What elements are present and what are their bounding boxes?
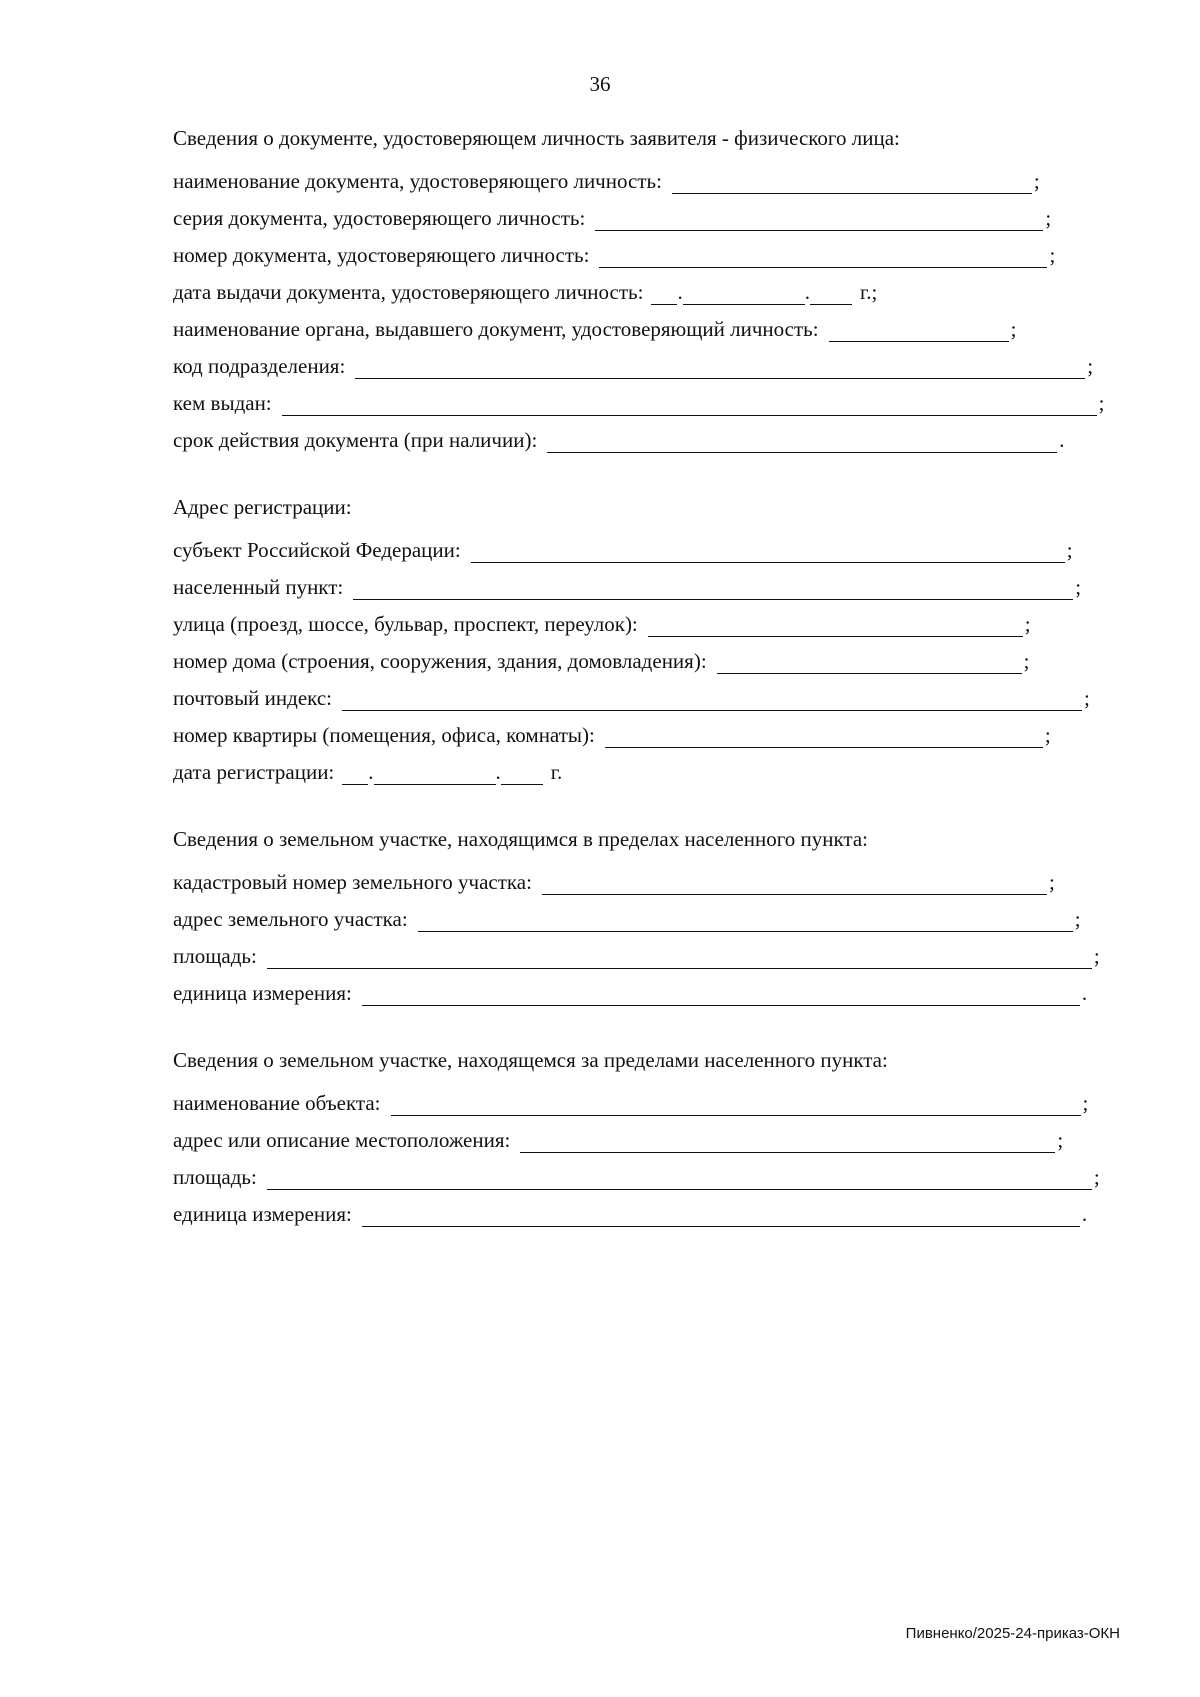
form-body xyxy=(173,120,1123,1227)
issuer-field[interactable] xyxy=(829,318,1009,342)
semicolon: ; xyxy=(1045,206,1052,230)
registration-address-section xyxy=(173,489,1123,785)
registration-date-row xyxy=(173,748,1123,785)
house-label: номер дома (строения, сооружения, здания, домовладения): xyxy=(173,649,707,673)
land-area-field[interactable] xyxy=(267,945,1092,969)
house-row xyxy=(173,637,1123,674)
apartment-row xyxy=(173,711,1123,748)
location-row xyxy=(173,1116,1123,1153)
semicolon: ; xyxy=(1084,686,1090,710)
location-field[interactable] xyxy=(520,1129,1055,1153)
outside-area-field[interactable] xyxy=(267,1166,1092,1190)
doc-number-row xyxy=(173,231,1123,268)
semicolon: ; xyxy=(1033,169,1040,193)
outside-area-row xyxy=(173,1153,1123,1190)
locality-row xyxy=(173,563,1123,600)
issuer-row xyxy=(173,305,1123,342)
doc-number-field[interactable] xyxy=(599,244,1047,268)
street-field[interactable] xyxy=(648,613,1023,637)
issue-date-row xyxy=(173,268,1123,305)
identity-document-heading: Сведения о документе, удостоверяющем личность заявителя - физического лица: xyxy=(173,126,900,150)
land-inside-heading: Сведения о земельном участке, находящимся в пределах населенного пункта: xyxy=(173,827,869,851)
land-address-row xyxy=(173,895,1123,932)
apartment-field[interactable] xyxy=(605,724,1043,748)
period: . xyxy=(1081,981,1088,1005)
semicolon: ; xyxy=(1049,243,1056,267)
object-name-label: наименование объекта: xyxy=(173,1091,381,1115)
date-dot: . xyxy=(677,280,683,304)
locality-field[interactable] xyxy=(353,576,1073,600)
cadastral-number-row xyxy=(173,858,1123,895)
doc-series-row xyxy=(173,194,1123,231)
issued-by-label: кем выдан: xyxy=(173,391,272,415)
registration-date-field[interactable] xyxy=(342,760,562,785)
street-row xyxy=(173,600,1123,637)
postal-code-field[interactable] xyxy=(342,687,1082,711)
land-address-label: адрес земельного участка: xyxy=(173,907,408,931)
month-blank[interactable] xyxy=(683,281,805,305)
issue-date-field[interactable] xyxy=(651,280,877,305)
date-dot: . xyxy=(804,280,810,304)
semicolon: ; xyxy=(1093,1165,1100,1189)
subject-row xyxy=(173,526,1123,563)
semicolon: ; xyxy=(1093,944,1100,968)
doc-number-label: номер документа, удостоверяющего личность: xyxy=(173,243,590,267)
object-name-row xyxy=(173,1079,1123,1116)
doc-name-label: наименование документа, удостоверяющего личность: xyxy=(173,169,662,193)
validity-label: срок действия документа (при наличии): xyxy=(173,428,538,452)
identity-document-section xyxy=(173,120,1123,453)
validity-row xyxy=(173,416,1123,453)
street-label: улица (проезд, шоссе, бульвар, проспект, переулок): xyxy=(173,612,638,636)
issued-by-row xyxy=(173,379,1123,416)
day-blank[interactable] xyxy=(651,281,677,305)
period: . xyxy=(1081,1202,1088,1226)
registration-address-heading: Адрес регистрации: xyxy=(173,495,352,519)
division-code-label: код подразделения: xyxy=(173,354,346,378)
doc-name-row xyxy=(173,157,1123,194)
subject-field[interactable] xyxy=(471,539,1065,563)
doc-series-label: серия документа, удостоверяющего личность: xyxy=(173,206,586,230)
apartment-label: номер квартиры (помещения, офиса, комнаты): xyxy=(173,723,595,747)
land-area-row xyxy=(173,932,1123,969)
division-code-field[interactable] xyxy=(355,355,1085,379)
page-number: 36 xyxy=(589,72,611,96)
semicolon: ; xyxy=(1023,649,1030,673)
postal-code-label: почтовый индекс: xyxy=(173,686,332,710)
land-unit-row xyxy=(173,969,1123,1006)
issuer-label: наименование органа, выдавшего документ, удостоверяющий личность: xyxy=(173,317,819,341)
division-code-row xyxy=(173,342,1123,379)
semicolon: ; xyxy=(1057,1128,1064,1152)
semicolon: ; xyxy=(1066,538,1073,562)
doc-name-field[interactable] xyxy=(672,170,1032,194)
outside-area-label: площадь: xyxy=(173,1165,257,1189)
land-inside-section xyxy=(173,821,1123,1006)
semicolon: ; xyxy=(1075,575,1082,599)
year-blank[interactable] xyxy=(810,281,852,305)
doc-series-field[interactable] xyxy=(595,207,1043,231)
cadastral-number-field[interactable] xyxy=(542,871,1047,895)
validity-field[interactable] xyxy=(547,429,1057,453)
semicolon: ; xyxy=(1098,391,1105,415)
semicolon: ; xyxy=(1010,317,1017,341)
house-field[interactable] xyxy=(717,650,1022,674)
document-code: Пивненко/2025-24-приказ-ОКН xyxy=(905,1625,1120,1642)
semicolon: ; xyxy=(1082,1091,1089,1115)
year-suffix: г. xyxy=(550,760,563,784)
year-suffix: г.; xyxy=(859,280,878,304)
cadastral-number-label: кадастровый номер земельного участка: xyxy=(173,870,532,894)
land-area-label: площадь: xyxy=(173,944,257,968)
object-name-field[interactable] xyxy=(391,1092,1081,1116)
date-dot: . xyxy=(368,760,374,784)
registration-date-label: дата регистрации: xyxy=(173,760,335,784)
semicolon: ; xyxy=(1044,723,1051,747)
land-address-field[interactable] xyxy=(418,908,1073,932)
day-blank[interactable] xyxy=(342,761,368,785)
land-unit-field[interactable] xyxy=(362,982,1080,1006)
semicolon: ; xyxy=(1074,907,1081,931)
period: . xyxy=(1059,428,1065,452)
location-label: адрес или описание местоположения: xyxy=(173,1128,511,1152)
semicolon: ; xyxy=(1048,870,1055,894)
postal-code-row xyxy=(173,674,1123,711)
year-blank[interactable] xyxy=(501,761,543,785)
land-outside-heading: Сведения о земельном участке, находящемся за пределами населенного пункта: xyxy=(173,1048,888,1072)
date-dot: . xyxy=(495,760,501,784)
semicolon: ; xyxy=(1087,354,1094,378)
outside-unit-field[interactable] xyxy=(362,1203,1080,1227)
land-unit-label: единица измерения: xyxy=(173,981,352,1005)
land-outside-section xyxy=(173,1042,1123,1227)
outside-unit-row xyxy=(173,1190,1123,1227)
issue-date-label: дата выдачи документа, удостоверяющего личность: xyxy=(173,280,644,304)
issued-by-field[interactable] xyxy=(282,392,1097,416)
subject-label: субъект Российской Федерации: xyxy=(173,538,461,562)
month-blank[interactable] xyxy=(374,761,496,785)
outside-unit-label: единица измерения: xyxy=(173,1202,352,1226)
semicolon: ; xyxy=(1024,612,1031,636)
locality-label: населенный пункт: xyxy=(173,575,344,599)
